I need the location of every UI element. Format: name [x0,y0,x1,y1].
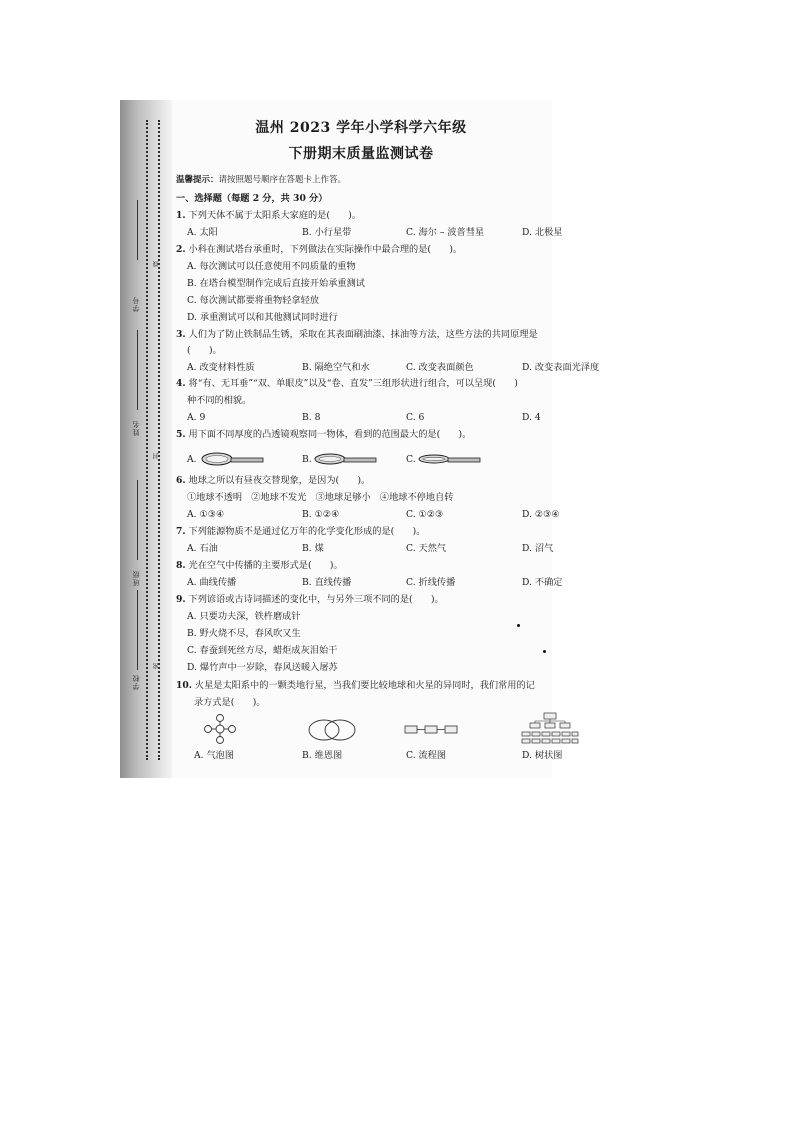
q3-option-d: D. 改变表面光泽度 [522,362,600,373]
tree-map-icon [520,712,580,748]
q10-option-c: C. 流程图 [406,750,447,761]
question-stem-continued: 录方式是( )。 [194,697,266,708]
question-stem: 光在空气中传播的主要形式是( )。 [188,560,343,571]
medium-lens-magnifier-icon [314,450,378,470]
question-number: 1. [176,210,186,221]
question-stem-continued: ( )。 [187,345,222,356]
q5-option-c: C. [406,454,416,465]
q7-option-c: C. 天然气 [406,543,447,554]
question-stem: 下列能源物质不是通过亿万年的化学变化形成的是( )。 [188,526,426,537]
print-speck [517,624,520,627]
section-heading: 一、选择题（每题 2 分，共 30 分） [176,193,328,204]
binding-margin [120,100,172,778]
exam-title-line1: 温州 2023 学年小学科学六年级 [255,120,467,136]
q4-option-d: D. 4 [522,412,541,423]
q1-option-b: B. 小行星带 [302,227,352,238]
question-number: 7. [176,526,186,537]
q8-option-b: B. 直线传播 [302,577,352,588]
q4-option-a: A. 9 [187,412,206,423]
question-stem: 下列谚语或古诗词描述的变化中，与另外三项不同的是( )。 [188,594,444,605]
question-number: 6. [176,475,186,486]
binding-dots-inner [146,120,148,760]
question-stem: 地球之所以有昼夜交替现象，是因为( )。 [188,475,371,486]
cut-mark-xian: 线 [153,260,160,267]
q9-option-d: D. 爆竹声中一岁除，春风送暖入屠苏 [187,662,338,673]
question-number: 5. [176,429,186,440]
bubble-map-icon [202,713,238,745]
question-number: 3. [176,329,186,340]
q6-option-a: A. ①③④ [187,509,225,520]
q1-option-a: A. 太阳 [187,227,218,238]
q9-option-b: B. 野火烧不尽，春风吹又生 [187,628,301,639]
venn-diagram-icon [304,718,360,742]
question-stem: 火星是太阳系中的一颗类地行星，当我们要比较地球和火星的异同时，我们常用的记 [194,680,535,691]
q7-option-b: B. 煤 [302,543,324,554]
q4-option-c: C. 6 [406,412,425,423]
class-line [137,480,138,560]
question-stem: 用下面不同厚度的凸透镜观察同一物体，看到的范围最大的是( )。 [188,429,472,440]
q10-option-a: A. 气泡图 [194,750,235,761]
question-9 [176,592,444,609]
name-label: 姓名 [132,420,140,436]
q10-option-d: D. 树状图 [522,750,563,761]
q4-option-b: B. 8 [302,412,321,423]
school-label: 学校 [132,674,140,690]
q2-option-c: C. 每次测试都要将重物轻拿轻放 [187,295,319,306]
q8-option-a: A. 曲线传播 [187,577,237,588]
q7-option-a: A. 石油 [187,543,218,554]
q2-option-d: D. 承重测试可以和其他测试同时进行 [187,312,338,323]
question-2 [176,242,462,259]
tip-label: 温馨提示： [176,175,219,185]
question-4 [176,376,518,393]
class-label: 班级 [132,570,140,586]
q9-option-c: C. 春蚕到死丝方尽，蜡炬成灰泪始干 [187,645,338,656]
tip-text: 请按照题号顺序在答题卡上作答。 [218,175,347,185]
cut-mark-mi: 密 [153,662,160,669]
thick-lens-magnifier-icon [201,450,265,470]
print-speck [543,650,546,653]
q3-option-b: B. 隔绝空气和水 [302,362,370,373]
name-line [137,330,138,410]
question-number: 8. [176,560,186,571]
question-stem-continued: ①地球不透明 ②地球不发光 ③地球足够小 ④地球不停地自转 [187,492,454,503]
exam-sheet [120,100,600,778]
exam-content [176,100,600,778]
question-7 [176,524,425,541]
q10-option-b: B. 维恩图 [302,750,343,761]
question-number: 9. [176,594,186,605]
q6-option-b: B. ①②④ [302,509,340,520]
exam-title-line2: 下册期末质量监测试卷 [288,146,434,162]
student-id-line [137,200,138,260]
q9-option-a: A. 只要功夫深，铁杵磨成针 [187,611,301,622]
q3-option-a: A. 改变材料性质 [187,362,255,373]
q3-option-c: C. 改变表面颜色 [406,362,474,373]
question-number: 4. [176,378,186,389]
question-8 [176,558,343,575]
q5-option-b: B. [302,454,312,465]
thin-lens-magnifier-icon [418,450,482,470]
question-1 [176,208,361,225]
question-number: 2. [176,244,186,255]
q5-option-a: A. [187,454,197,465]
tip-row [176,172,346,189]
q8-option-d: D. 不确定 [522,577,563,588]
flow-chart-icon [404,722,460,738]
question-stem: 下列天体不属于太阳系大家庭的是( )。 [188,210,362,221]
q2-option-a: A. 每次测试可以任意使用不同质量的重物 [187,261,356,272]
question-stem: 人们为了防止铁制品生锈，采取在其表面刷油漆、抹油等方法，这些方法的共同原理是 [188,329,538,340]
q1-option-c: C. 海尔 – 波普彗星 [406,227,485,238]
question-stem: 将“有、无耳垂”“双、单眼皮”以及“卷、直发”三组形状进行组合，可以呈现( ) [188,378,518,389]
student-id-label: 学号 [132,296,140,312]
q8-option-c: C. 折线传播 [406,577,456,588]
q7-option-d: D. 沼气 [522,543,554,554]
question-10 [176,678,535,695]
q6-option-c: C. ①②③ [406,509,444,520]
question-6 [176,473,370,490]
cut-mark-feng: 封 [153,452,160,459]
question-3 [176,327,538,344]
question-5 [176,427,471,444]
q6-option-d: D. ②③④ [522,509,560,520]
question-stem-continued: 种不同的相貌。 [187,395,252,406]
question-number: 10. [176,680,192,691]
school-line [137,590,138,670]
q1-option-d: D. 北极星 [522,227,563,238]
q2-option-b: B. 在塔台模型制作完成后直接开始承重测试 [187,278,365,289]
question-stem: 小科在测试塔台承重时，下列做法在实际操作中最合理的是( )。 [188,244,463,255]
